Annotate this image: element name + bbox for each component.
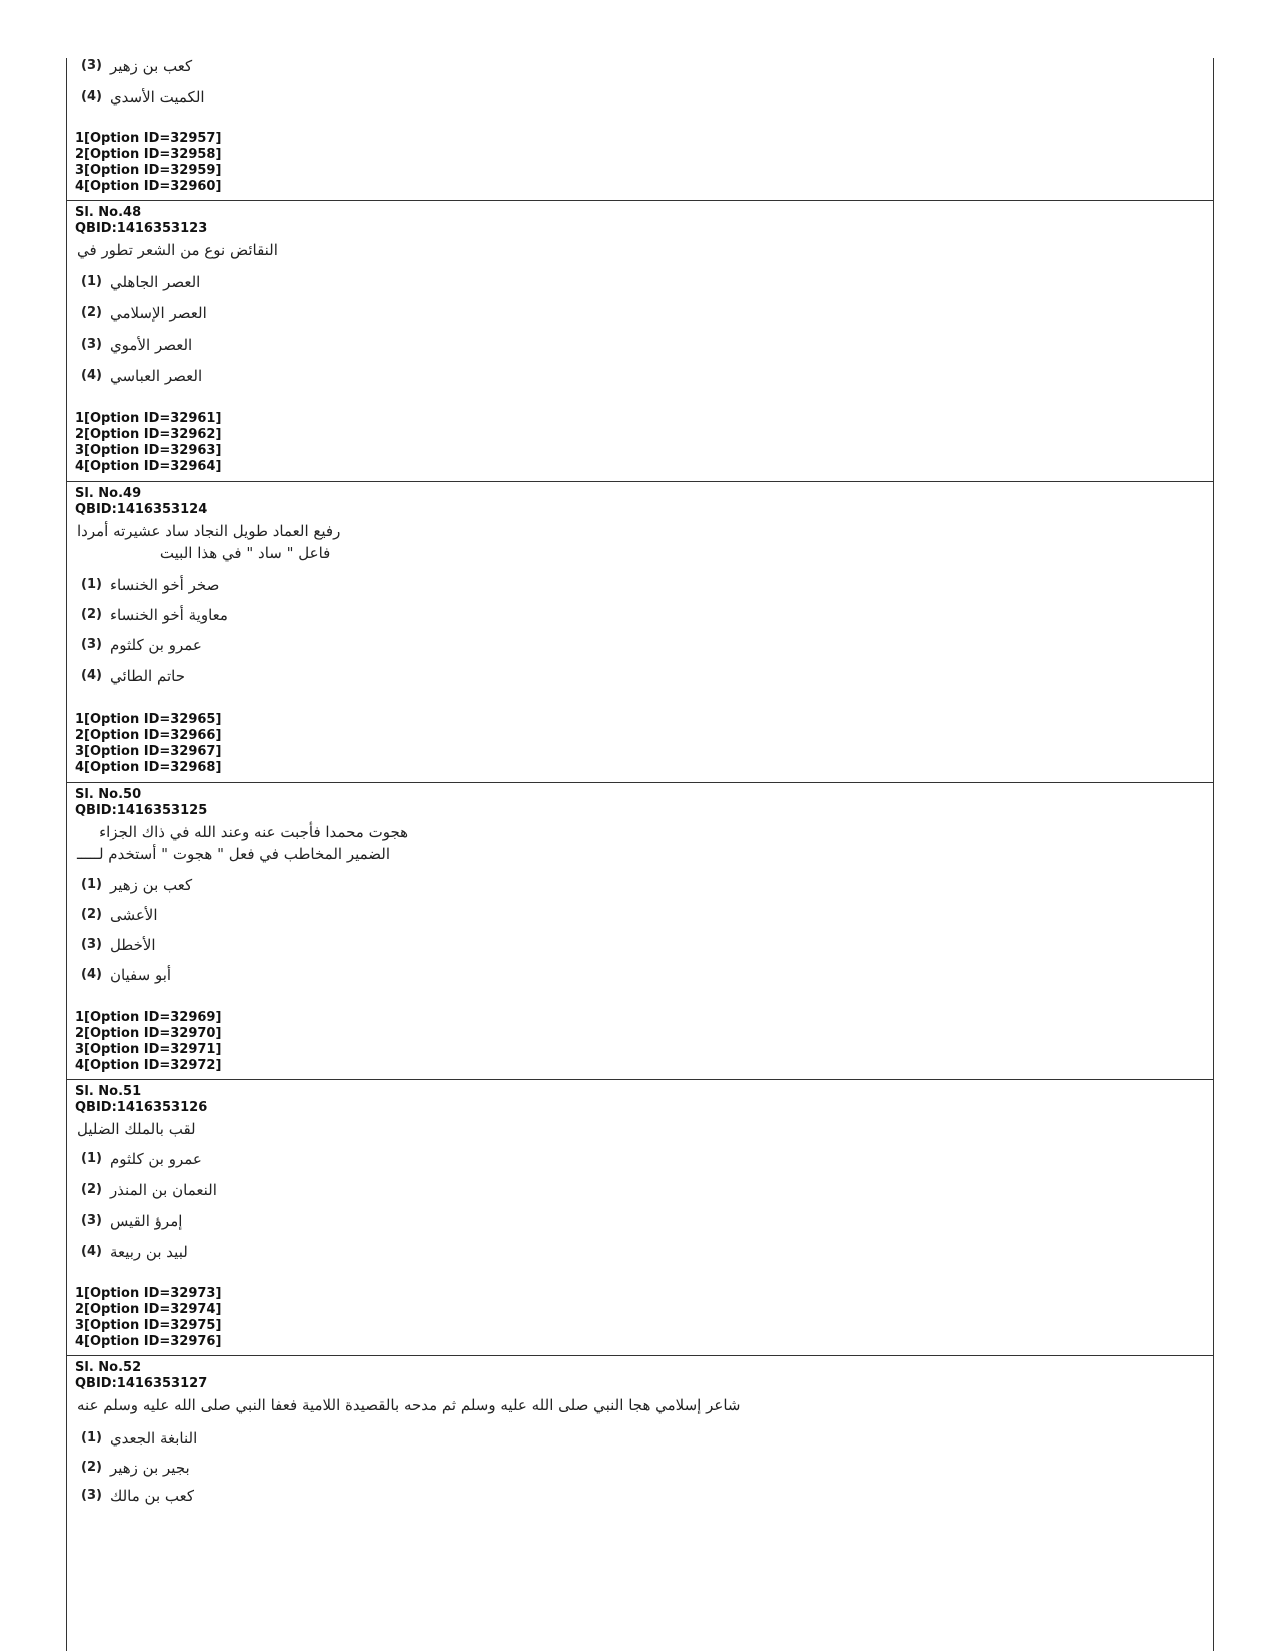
serial-number: Sl. No.48 (75, 205, 142, 220)
option-number: (1) (81, 1151, 102, 1167)
option-id-list (75, 712, 221, 776)
option-4 (81, 665, 185, 687)
option-4 (81, 365, 202, 387)
serial-number: Sl. No.50 (75, 787, 142, 802)
option-id: 1[Option ID=32973] (75, 1286, 222, 1301)
option-text: عمرو بن كلثوم (109, 636, 202, 655)
option-id: 4[Option ID=32972] (75, 1058, 222, 1073)
option-id: 1[Option ID=32965] (75, 712, 222, 727)
qbid: QBID:1416353126 (75, 1100, 208, 1115)
option-text: عمرو بن كلثوم (109, 1150, 202, 1169)
option-3 (81, 334, 192, 356)
option-id: 1[Option ID=32957] (75, 131, 222, 146)
qbid: QBID:1416353124 (75, 502, 208, 517)
option-1 (81, 1427, 197, 1449)
option-number: (1) (81, 1430, 102, 1446)
option-3 (81, 1485, 194, 1507)
option-text: معاوية أخو الخنساء (109, 606, 228, 625)
option-text: أبو سفيان (109, 966, 172, 985)
option-number: (1) (81, 877, 102, 893)
option-text: العصر الإسلامي (109, 304, 207, 323)
serial-number: Sl. No.51 (75, 1084, 142, 1099)
option-1 (81, 574, 219, 596)
stem-line: هجوت محمدا فأجبت عنه وعند الله في ذاك الجزاء (99, 823, 409, 841)
option-id: 2[Option ID=32970] (75, 1026, 222, 1041)
option-number: (3) (81, 637, 102, 653)
question-block-51 (67, 1080, 1213, 1356)
question-meta (75, 787, 207, 819)
option-number: (2) (81, 1182, 102, 1198)
option-text: بجير بن زهير (109, 1459, 190, 1478)
serial-number: Sl. No.52 (75, 1360, 142, 1375)
option-number: (2) (81, 607, 102, 623)
option-number: (3) (81, 1488, 102, 1504)
option-text: النابغة الجعدي (109, 1429, 198, 1448)
qbid: QBID:1416353125 (75, 803, 208, 818)
option-id: 1[Option ID=32961] (75, 411, 222, 426)
option-number: (4) (81, 1244, 102, 1260)
option-2 (81, 1179, 217, 1201)
question-meta (75, 205, 207, 237)
option-number: (3) (81, 937, 102, 953)
option-number: (4) (81, 89, 102, 105)
option-id-list (75, 1010, 221, 1074)
option-id: 3[Option ID=32963] (75, 443, 222, 458)
option-text: كعب بن زهير (109, 57, 193, 76)
stem-line: شاعر إسلامي هجا النبي صلى الله عليه وسلم ثم مدحه بالقصيدة اللامية فعفا النبي صلى الله عليه وسلم عنه (77, 1396, 741, 1414)
option-number: (2) (81, 907, 102, 923)
question-block-48 (67, 201, 1213, 482)
question-stem (77, 239, 278, 261)
option-2 (81, 302, 207, 324)
option-id: 2[Option ID=32958] (75, 147, 222, 162)
option-text: حاتم الطائي (109, 667, 185, 686)
option-number: (4) (81, 967, 102, 983)
stem-line: الضمير المخاطب في فعل " هجوت " أستخدم لـــــ (77, 845, 391, 863)
option-3 (81, 934, 156, 956)
question-stem (77, 520, 340, 564)
option-text: الكميت الأسدي (109, 88, 205, 107)
stem-line: لقب بالملك الضليل (77, 1120, 196, 1138)
question-stem (77, 821, 408, 865)
question-meta (75, 1084, 207, 1116)
option-id: 4[Option ID=32960] (75, 179, 222, 194)
option-1 (81, 874, 192, 896)
option-id: 2[Option ID=32966] (75, 728, 222, 743)
option-id: 2[Option ID=32974] (75, 1302, 222, 1317)
option-3 (81, 1210, 182, 1232)
option-2 (81, 904, 158, 926)
option-id: 3[Option ID=32959] (75, 163, 222, 178)
option-id-list (75, 411, 221, 475)
option-text: النعمان بن المنذر (109, 1181, 217, 1200)
stem-line: فاعل " ساد " في هذا البيت (159, 544, 331, 562)
question-block-49 (67, 482, 1213, 783)
option-number: (4) (81, 668, 102, 684)
option-number: (2) (81, 305, 102, 321)
option-4 (81, 1241, 188, 1263)
option-text: كعب بن زهير (109, 876, 193, 895)
question-meta (75, 486, 207, 518)
option-id: 3[Option ID=32971] (75, 1042, 222, 1057)
option-id: 1[Option ID=32969] (75, 1010, 222, 1025)
option-id: 4[Option ID=32964] (75, 459, 222, 474)
option-text: صخر أخو الخنساء (109, 576, 220, 595)
option-number: (3) (81, 58, 102, 74)
option-number: (4) (81, 368, 102, 384)
option-number: (1) (81, 274, 102, 290)
question-block-fragment (67, 58, 1213, 201)
option-text: العصر الأموي (109, 336, 193, 355)
option-2 (81, 1457, 190, 1479)
qbid: QBID:1416353123 (75, 221, 208, 236)
option-text: لبيد بن ربيعة (109, 1243, 188, 1262)
qbid: QBID:1416353127 (75, 1376, 208, 1391)
option-text: العصر العباسي (109, 367, 203, 386)
option-number: (3) (81, 337, 102, 353)
option-number: (1) (81, 577, 102, 593)
option-4 (81, 86, 205, 108)
option-text: الأعشى (109, 906, 158, 925)
option-number: (2) (81, 1460, 102, 1476)
option-id: 4[Option ID=32976] (75, 1334, 222, 1349)
option-id-list (75, 1286, 221, 1350)
option-id: 4[Option ID=32968] (75, 760, 222, 775)
option-id: 3[Option ID=32967] (75, 744, 222, 759)
question-block-50 (67, 783, 1213, 1080)
option-1 (81, 1148, 202, 1170)
option-number: (3) (81, 1213, 102, 1229)
option-id: 2[Option ID=32962] (75, 427, 222, 442)
option-1 (81, 271, 200, 293)
question-block-52 (67, 1356, 1213, 1651)
stem-line: رفيع العماد طويل النجاد ساد عشيرته أمردا (77, 522, 341, 540)
stem-line: النقائض نوع من الشعر تطور في (77, 241, 278, 259)
option-3 (81, 55, 192, 77)
option-3 (81, 634, 202, 656)
question-sheet (66, 58, 1214, 1651)
option-2 (81, 604, 228, 626)
option-id: 3[Option ID=32975] (75, 1318, 222, 1333)
question-stem (77, 1394, 740, 1416)
question-meta (75, 1360, 207, 1392)
question-stem (77, 1118, 196, 1140)
option-id-list (75, 131, 221, 195)
option-text: العصر الجاهلي (109, 273, 201, 292)
serial-number: Sl. No.49 (75, 486, 142, 501)
option-4 (81, 964, 171, 986)
option-text: إمرؤ القيس (109, 1212, 183, 1231)
option-text: الأخطل (109, 936, 156, 955)
option-text: كعب بن مالك (109, 1487, 194, 1506)
